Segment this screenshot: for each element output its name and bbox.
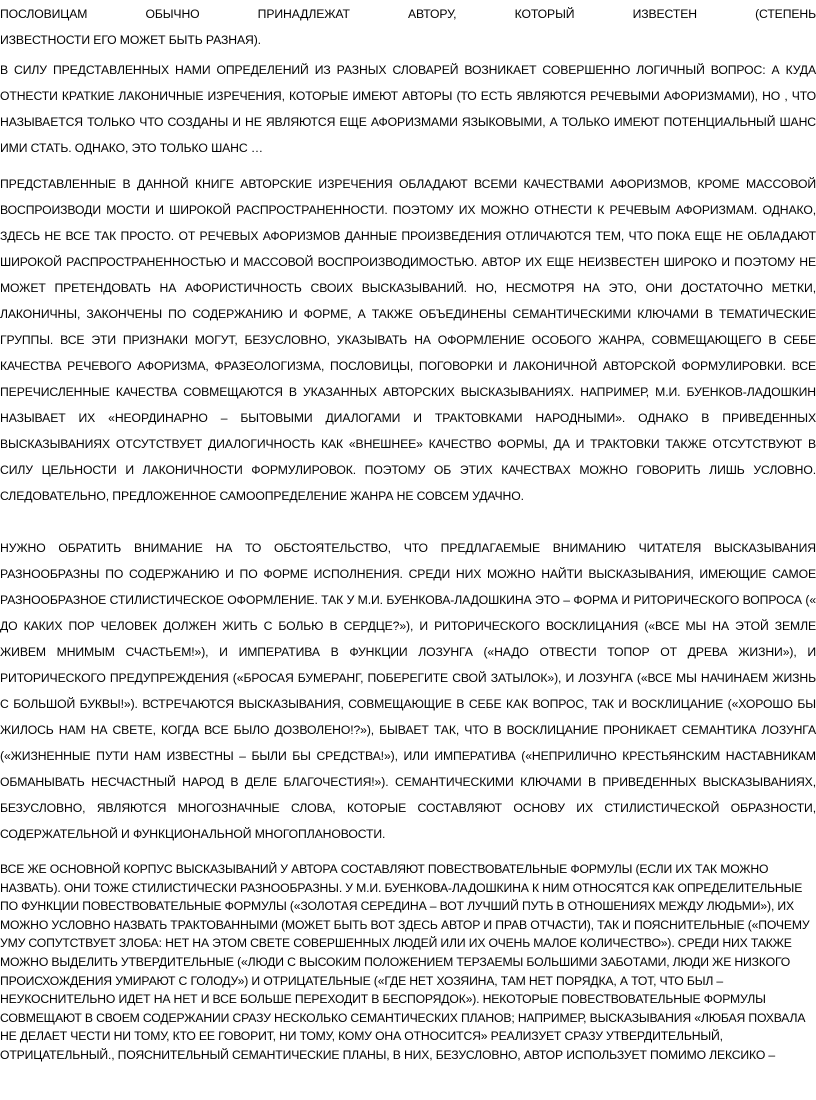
paragraph-author-sayings: ПРЕДСТАВЛЕННЫЕ В ДАННОЙ КНИГЕ АВТОРСКИЕ ИЗРЕЧЕНИЯ ОБЛАДАЮТ ВСЕМИ КАЧЕСТВАМИ АФОРИЗМОВ, КРОМЕ МАССОВОЙ ВОСПРОИЗВОДИ МОСТИ И ШИРОКОЙ РАСПРОСТРАНЕННОСТИ. ПОЭТОМУ ИХ МОЖНО ОТНЕСТИ К РЕЧЕВЫМ АФОРИЗМАМ. ОДНАКО, ЗДЕСЬ НЕ ВСЕ ТАК ПРОСТО. ОТ РЕЧЕВЫХ АФОРИЗМОВ ДАННЫЕ ПРОИЗВЕДЕНИЯ ОТЛИЧАЮТСЯ ТЕМ, ЧТО ПОКА ЕЩЕ НЕ ОБЛАДАЮТ ШИРОКОЙ РАСПРОСТРАНЕННОСТЬЮ И МАССОВОЙ ВОСПРОИЗВОДИМОСТЬЮ. АВТОР ИХ ЕЩЕ НЕИЗВЕСТЕН ШИРОКО И ПОЭТОМУ НЕ МОЖЕТ ПРЕТЕНДОВАТЬ НА АФОРИСТИЧНОСТЬ СВОИХ ВЫСКАЗЫВАНИЙ. НО, НЕСМОТРЯ НА ЭТО, ОНИ ДОСТАТОЧНО МЕТКИ, ЛАКОНИЧНЫ, ЗАКОНЧЕНЫ ПО СОДЕРЖАНИЮ И ФОРМЕ, А ТАКЖЕ ОБЪЕДИНЕНЫ СЕМАНТИЧЕСКИМИ КЛЮЧАМИ В ТЕМАТИЧЕСКИЕ ГРУППЫ. ВСЕ ЭТИ ПРИЗНАКИ МОГУТ, БЕЗУСЛОВНО, УКАЗЫВАТЬ НА ОФОРМЛЕНИЕ ОСОБОГО ЖАНРА, СОВМЕЩАЮЩЕГО В СЕБЕ КАЧЕСТВА РЕЧЕВОГО АФОРИЗМА, ФРАЗЕОЛОГИЗМА, ПОСЛОВИЦЫ, ПОГОВОРКИ И ЛАКОНИЧНОЙ АВТОРСКОЙ ФОРМУЛИРОВКИ. ВСЕ ПЕРЕЧИСЛЕННЫЕ КАЧЕСТВА СОВМЕЩАЮТСЯ В УКАЗАННЫХ АВТОРСКИХ ВЫСКАЗЫВАНИЯХ. НАПРИМЕР, М.И. БУЕНКОВ-ЛАДОШКИН НАЗЫВАЕТ ИХ «НЕОРДИНАРНО – БЫТОВЫМИ ДИАЛОГАМИ И ТРАКТОВКАМИ НАРОДНЫМИ». ОДНАКО В ПРИВЕДЕННЫХ ВЫСКАЗЫВАНИЯХ ОТСУТСТВУЕТ ДИАЛОГИЧНОСТЬ КАК «ВНЕШНЕЕ» КАЧЕСТВО ФОРМЫ, ДА И ТРАКТОВКИ ТАКЖЕ ОТСУТСТВУЮТ В СИЛУ ЦЕЛЬНОСТИ И ЛАКОНИЧНОСТИ ФОРМУЛИРОВОК. ПОЭТОМУ ОБ ЭТИХ КАЧЕСТВАХ МОЖНО ГОВОРИТЬ ЛИШЬ УСЛОВНО. СЛЕДОВАТЕЛЬНО, ПРЕДЛОЖЕННОЕ САМООПРЕДЕЛЕНИЕ ЖАНРА НЕ СОВСЕМ УДАЧНО. xyxy=(0,177,816,503)
paragraph-logical-question: В СИЛУ ПРЕДСТАВЛЕННЫХ НАМИ ОПРЕДЕЛЕНИЙ ИЗ РАЗНЫХ СЛОВАРЕЙ ВОЗНИКАЕТ СОВЕРШЕННО ЛОГИЧНЫЙ ВОПРОС: А КУДА ОТНЕСТИ КРАТКИЕ ЛАКОНИЧНЫЕ ИЗРЕЧЕНИЯ, КОТОРЫЕ ИМЕЮТ АВТОРЫ (ТО ЕСТЬ ЯВЛЯЮТСЯ РЕЧЕВЫМИ АФОРИЗМАМИ), НО , ЧТО НАЗЫВАЕТСЯ ТОЛЬКО ЧТО СОЗДАНЫ И НЕ ЯВЛЯЮТСЯ ЕЩЕ АФОРИЗМАМИ ЯЗЫКОВЫМИ, А ТОЛЬКО ИМЕЮТ ПОТЕНЦИАЛЬНЫЙ ШАНС ИМИ СТАТЬ. ОДНАКО, ЭТО ТОЛЬКО ШАНС … xyxy=(0,63,816,155)
paragraph-stylistic-variety: НУЖНО ОБРАТИТЬ ВНИМАНИЕ НА ТО ОБСТОЯТЕЛЬСТВО, ЧТО ПРЕДЛАГАЕМЫЕ ВНИМАНИЮ ЧИТАТЕЛЯ ВЫСКАЗЫВАНИЯ РАЗНООБРАЗНЫ ПО СОДЕРЖАНИЮ И ПО ФОРМЕ ИСПОЛНЕНИЯ. СРЕДИ НИХ МОЖНО НАЙТИ ВЫСКАЗЫВАНИЯ, ИМЕЮЩИЕ САМОЕ РАЗНООБРАЗНОЕ СТИЛИСТИЧЕСКОЕ ОФОРМЛЕНИЕ. ТАК У М.И. БУЕНКОВА-ЛАДОШКИНА ЭТО – ФОРМА И РИТОРИЧЕСКОГО ВОПРОСА (« ДО КАКИХ ПОР ЧЕЛОВЕК ДОЛЖЕН ЖИТЬ С БОЛЬЮ В СЕРДЦЕ?»), И РИТОРИЧЕСКОГО ВОСКЛИЦАНИЯ («ВСЕ МЫ НА ЭТОЙ ЗЕМЛЕ ЖИВЕМ МНИМЫМ СЧАСТЬЕМ!»), И ИМПЕРАТИВА В ФУНКЦИИ ЛОЗУНГА («НАДО ОТВЕСТИ ТОПОР ОТ ДРЕВА ЖИЗНИ»), И РИТОРИЧЕСКОГО ПРЕДУПРЕЖДЕНИЯ («БРОСАЯ БУМЕРАНГ, ПОБЕРЕГИТЕ СВОЙ ЗАТЫЛОК»), И ЛОЗУНГА («ВСЕ МЫ НАЧИНАЕМ ЖИЗНЬ С БОЛЬШОЙ БУКВЫ!»). ВСТРЕЧАЮТСЯ ВЫСКАЗЫВАНИЯ, СОВМЕЩАЮЩИЕ В СЕБЕ КАК ВОПРОС, ТАК И ВОСКЛИЦАНИЕ («ХОРОШО БЫ ЖИЛОСЬ НАМ НА СВЕТЕ, КОГДА ВСЕ БЫЛО ДОЗВОЛЕНО!?»), БЫВАЕТ ТАК, ЧТО В ВОСКЛИЦАНИЕ ПРОНИКАЕТ СЕМАНТИКА ЛОЗУНГА («ЖИЗНЕННЫЕ ПУТИ НАМ ИЗВЕСТНЫ – БЫЛИ БЫ СРЕДСТВА!»), ИЛИ ИМПЕРАТИВА («НЕПРИЛИЧНО КРЕСТЬЯНСКИМ НАСТАВНИКАМ ОБМАНЫВАТЬ НЕСЧАСТНЫЙ НАРОД В ДЕЛЕ БЛАГОЧЕСТИЯ!»). СЕМАНТИЧЕСКИМИ КЛЮЧАМИ В ПРИВЕДЕННЫХ ВЫСКАЗЫВАНИЯХ, БЕЗУСЛОВНО, ЯВЛЯЮТСЯ МНОГОЗНАЧНЫЕ СЛОВА, КОТОРЫЕ СОСТАВЛЯЮТ ОСНОВУ ИХ СТИЛИСТИЧЕСКОЙ ОБРАЗНОСТИ, СОДЕРЖАТЕЛЬНОЙ И ФУНКЦИОНАЛЬНОЙ МНОГОПЛАНОВОСТИ. xyxy=(0,541,816,841)
paragraph-narrative-formulas: ВСЕ ЖЕ ОСНОВНОЙ КОРПУС ВЫСКАЗЫВАНИЙ У АВТОРА СОСТАВЛЯЮТ ПОВЕСТВОВАТЕЛЬНЫЕ ФОРМУЛЫ (ЕСЛИ ИХ ТАК МОЖНО НАЗВАТЬ). ОНИ ТОЖЕ СТИЛИСТИЧЕСКИ РАЗНООБРАЗНЫ. У М.И. БУЕНКОВА-ЛАДОШКИНА К НИМ ОТНОСЯТСЯ КАК ОПРЕДЕЛИТЕЛЬНЫЕ ПО ФУНКЦИИ ПОВЕСТВОВАТЕЛЬНЫЕ ФОРМУЛЫ («ЗОЛОТАЯ СЕРЕДИНА – ВОТ ЛУЧШИЙ ПУТЬ В ОТНОШЕНИЯХ МЕЖДУ ЛЮДЬМИ»), ИХ МОЖНО УСЛОВНО НАЗВАТЬ ТРАКТОВАННЫМИ (МОЖЕТ БЫТЬ ВОТ ЗДЕСЬ АВТОР И ПРАВ ОТЧАСТИ), ТАК И ПОЯСНИТЕЛЬНЫЕ («ПОЧЕМУ УМУ СОПУТСТВУЕТ ЗЛОБА: НЕТ НА ЭТОМ СВЕТЕ СОВЕРШЕННЫХ ЛЮДЕЙ ИЛИ ИХ ОЧЕНЬ МАЛОЕ КОЛИЧЕСТВО»). СРЕДИ НИХ ТАКЖЕ МОЖНО ВЫДЕЛИТЬ УТВЕРДИТЕЛЬНЫЕ («ЛЮДИ С ВЫСОКИМ ПОЛОЖЕНИЕМ ТЕРЗАЕМЫ БОЛЬШИМИ ЗАБОТАМИ, ЛЮДИ ЖЕ НИЗКОГО ПРОИСХОЖДЕНИЯ УМИРАЮТ С ГОЛОДУ») И ОТРИЦАТЕЛЬНЫЕ («ГДЕ НЕТ ХОЗЯИНА, ТАМ НЕТ ПОРЯДКА, А ТОТ, ЧТО БЫЛ – НЕУКОСНИТЕЛЬНО ИДЕТ НА НЕТ И ВСЕ БОЛЬШЕ ПЕРЕХОДИТ В БЕСПОРЯДОК»). НЕКОТОРЫЕ ПОВЕСТВОВАТЕЛЬНЫЕ ФОРМУЛЫ СОВМЕЩАЮТ В СВОЕМ СОДЕРЖАНИИ СРАЗУ НЕСКОЛЬКО СЕМАНТИЧЕСКИХ ПЛАНОВ; НАПРИМЕР, ВЫСКАЗЫВАНИЯ «ЛЮБАЯ ПОХВАЛА НЕ ДЕЛАЕТ ЧЕСТИ НИ ТОМУ, КТО ЕЕ ГОВОРИТ, НИ ТОМУ, КОМУ ОНА ОТНОСИТСЯ» РЕАЛИЗУЕТ СРАЗУ УТВЕРДИТЕЛЬНЫЙ, ОТРИЦАТЕЛЬНЫЙ., ПОЯСНИТЕЛЬНЫЙ СЕМАНТИЧЕСКИЕ ПЛАНЫ, В НИХ, БЕЗУСЛОВНО, АВТОР ИСПОЛЬЗУЕТ ПОМИМО ЛЕКСИКО – xyxy=(0,862,810,1062)
paragraph-line: ИЗВЕСТНОСТИ ЕГО МОЖЕТ БЫТЬ РАЗНАЯ). xyxy=(0,33,261,47)
paragraph-line: ПОСЛОВИЦАМ ОБЫЧНО ПРИНАДЛЕЖАТ АВТОРУ, КОТОРЫЙ ИЗВЕСТЕН (СТЕПЕНЬ xyxy=(0,7,816,21)
paragraph-proverbs-authorship xyxy=(0,1,816,53)
